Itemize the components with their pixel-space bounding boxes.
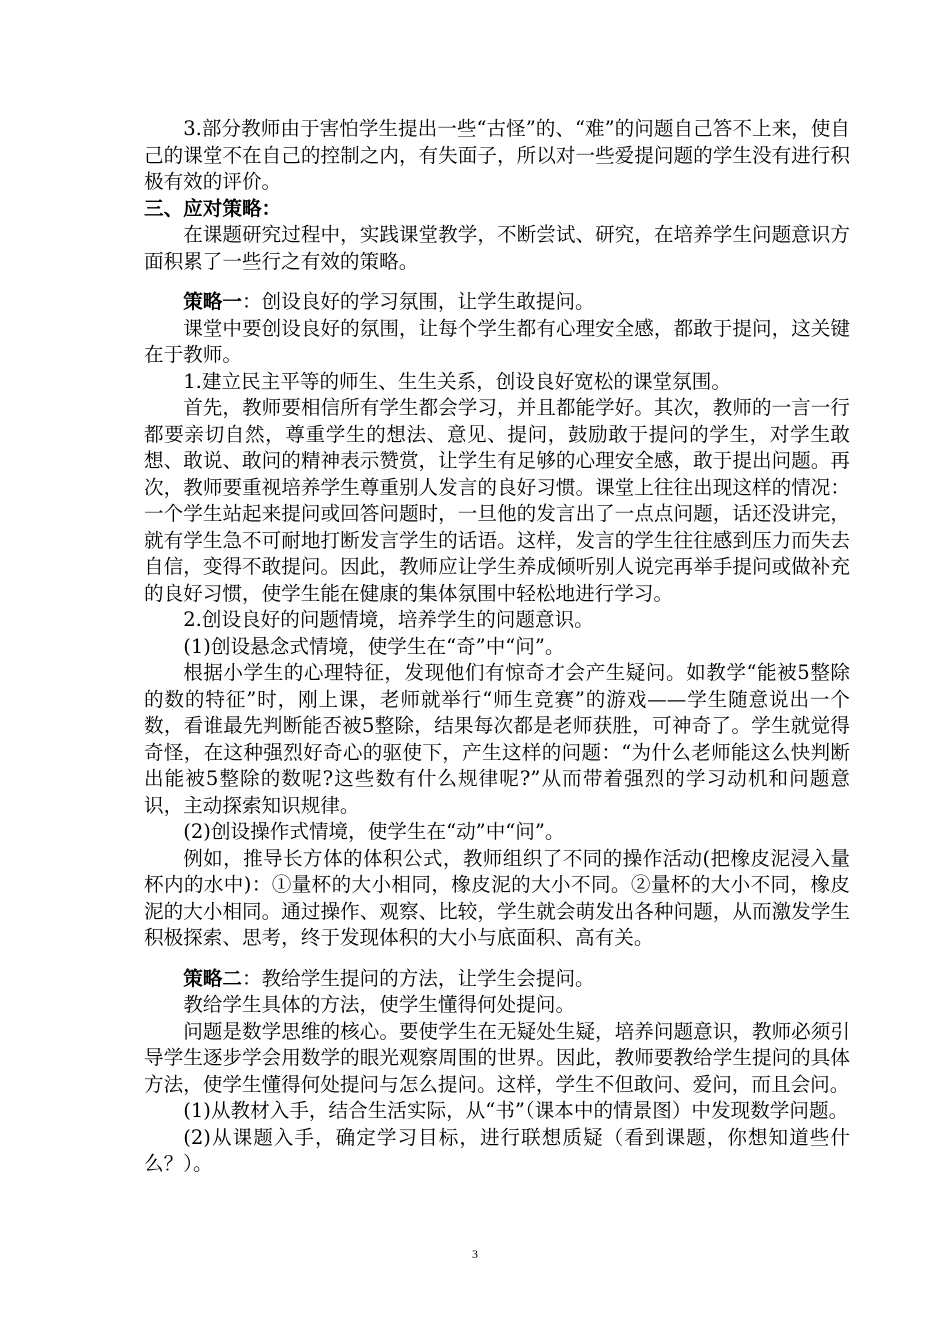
strategy-one-paragraph: (2)创设操作式情境，使学生在“动”中“问”。	[183, 820, 565, 843]
strategy-two-heading	[144, 966, 850, 993]
strategy-one-paragraph: 根据小学生的心理特征，发现他们有惊奇才会产生疑问。如教学“能被5整除的数的特征”时，刚上课，老师就举行“师生竞赛”的游戏——学生随意说出一个数，看谁最先判断能否被5整除，结果每次都是老师获胜，可神奇了。学生就觉得奇怪，在这种强烈好奇心的驱使下，产生这样的问题：“为什么老师能这么快判断出能被5整除的数呢?这些数有什么规律呢?”从而带着强烈的学习动机和问题意识，主动探索知识规律。	[144, 661, 850, 817]
strategy-one-label: 策略一	[183, 290, 242, 313]
strategy-one-title: ：创设良好的学习氛围，让学生敢提问。	[241, 290, 595, 313]
strategy-one-paragraph: 2.创设良好的问题情境，培养学生的问题意识。	[183, 608, 594, 631]
strategy-two-label: 策略二	[183, 966, 242, 990]
strategy-two-title: ：教给学生提问的方法，让学生会提问。	[241, 966, 595, 990]
strategy-two-paragraph: 教给学生具体的方法，使学生懂得何处提问。	[183, 993, 576, 1016]
strategy-one-paragraph: (1)创设悬念式情境，使学生在“奇”中“问”。	[183, 634, 565, 658]
paragraph-teacher-fear: 3.部分教师由于害怕学生提出一些“古怪”的、“难”的问题自己答不上来，使自己的课堂不在自己的控制之内，有失面子，所以对一些爱提问题的学生没有进行积极有效的评价。	[144, 117, 850, 193]
page-content	[144, 116, 850, 1178]
paragraph-gap	[144, 275, 850, 289]
strategy-two-paragraph: (1)从教材入手，结合生活实际，从“书”（课本中的情景图）中发现数学问题。	[183, 1099, 849, 1122]
section-heading-strategies: 三、应对策略：	[144, 196, 282, 220]
strategy-two-paragraph: (2)从课题入手，确定学习目标，进行联想质疑（看到课题，你想知道些什么？）。	[144, 1125, 850, 1175]
paragraph-gap	[144, 952, 850, 966]
strategy-one-paragraph: 课堂中要创设良好的氛围，让每个学生都有心理安全感，都敢于提问，这关键在于教师。	[144, 316, 850, 366]
paragraph-intro: 在课题研究过程中，实践课堂教学，不断尝试、研究，在培养学生问题意识方面积累了一些行之有效的策略。	[144, 223, 850, 273]
strategy-one-paragraph: 例如，推导长方体的体积公式，教师组织了不同的操作活动(把橡皮泥浸入量杯内的水中)：①量杯的大小相同，橡皮泥的大小不同。②量杯的大小不同，橡皮泥的大小相同。通过操作、观察、比较，学生就会萌发出各种问题，从而激发学生积极探索、思考，终于发现体积的大小与底面积、高有关。	[144, 846, 850, 949]
page-number: 3	[472, 1247, 478, 1261]
strategy-one-paragraph: 1.建立民主平等的师生、生生关系，创设良好宽松的课堂氛围。	[183, 369, 731, 393]
strategy-one-paragraph: 首先，教师要相信所有学生都会学习，并且都能学好。其次，教师的一言一行都要亲切自然，尊重学生的想法、意见、提问，鼓励敢于提问的学生，对学生敢想、敢说、敢问的精神表示赞赏，让学生有足够的心理安全感，敢于提出问题。再次，教师要重视培养学生尊重别人发言的良好习惯。课堂上往往出现这样的情况：一个学生站起来提问或回答问题时，一旦他的发言出了一点点问题，话还没讲完，就有学生急不可耐地打断发言学生的话语。这样，发言的学生往往感到压力而失去自信，变得不敢提问。因此，教师应让学生养成倾听别人说完再举手提问或做补充的良好习惯，使学生能在健康的集体氛围中轻松地进行学习。	[144, 396, 850, 605]
strategy-two-paragraph: 问题是数学思维的核心。要使学生在无疑处生疑，培养问题意识，教师必须引导学生逐步学会用数学的眼光观察周围的世界。因此，教师要教给学生提问的具体方法，使学生懂得何处提问与怎么提问。这样，学生不但敢问、爱问，而且会问。	[144, 1019, 850, 1096]
strategy-one-heading	[144, 289, 850, 316]
